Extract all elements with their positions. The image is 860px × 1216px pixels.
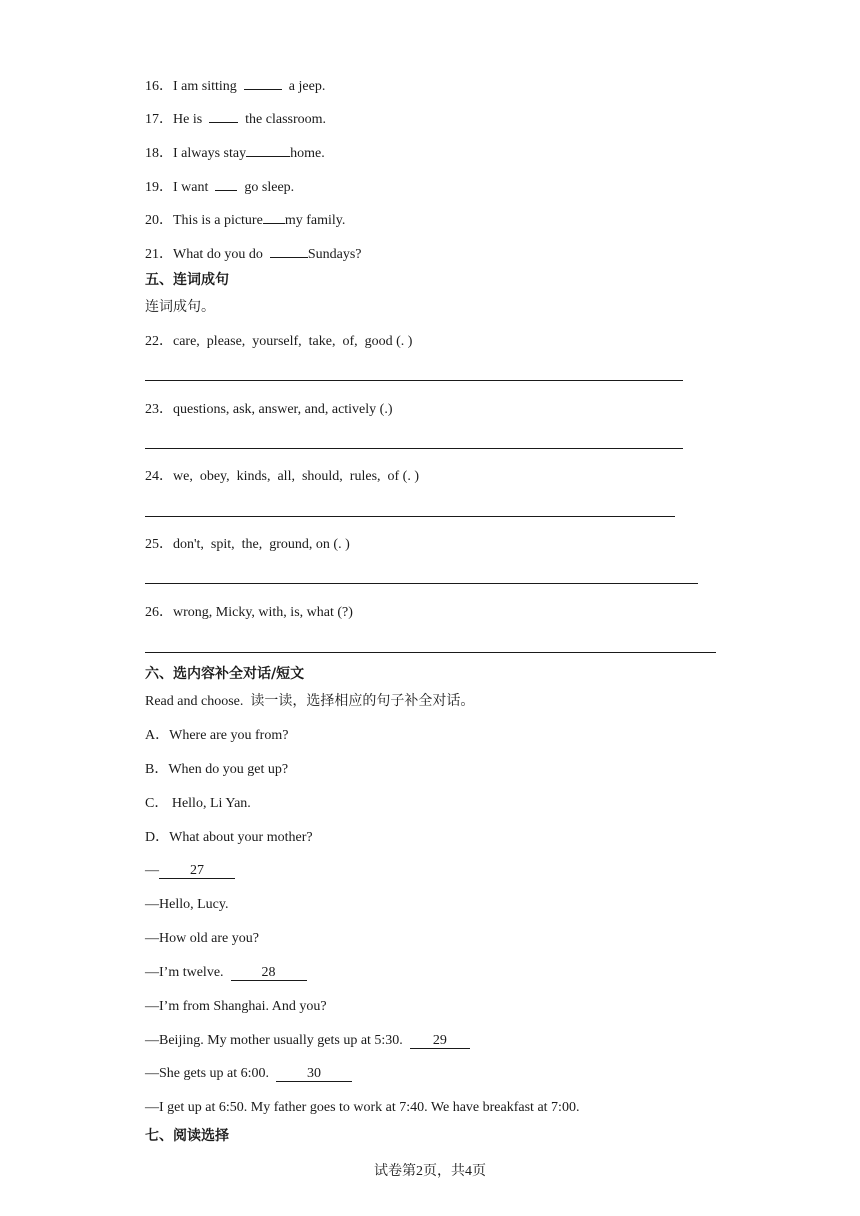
dialogue-line-1 [145,862,235,880]
question-text: Sundays? [307,247,362,262]
answer-line[interactable] [145,380,683,381]
answer-line[interactable] [145,448,683,449]
question-text: I want [173,180,209,195]
answer-blank-30[interactable]: 30 [276,1066,352,1082]
option-text: What about your mother? [169,830,313,845]
page-footer: 试卷第2页，共4页 [374,1164,486,1179]
answer-blank[interactable] [244,75,282,90]
question-text: This is a picture [173,213,263,228]
question-text: the classroom. [245,112,327,127]
question-16: 16．I am sitting a jeep. [145,75,325,96]
scrambled-words: don't, spit, the, ground, on (. ) [173,537,350,552]
question-20: 20．This is a picture my family. [145,209,345,230]
answer-blank[interactable] [209,108,238,123]
question-22: 22．care, please, yourself, take, of, good (. ) [145,334,413,349]
question-number: 26 [145,605,159,620]
question-24: 24．we, obey, kinds, all, should, rules, of (. ) [145,469,419,484]
section-instruction: Read and choose. 读一读，选择相应的句子补全对话。 [145,694,475,709]
dialogue-text: —Beijing. My mother usually gets up at 5:30. [145,1033,403,1048]
scrambled-words: we, obey, kinds, all, should, rules, of (. ) [173,469,419,484]
answer-blank[interactable] [215,176,237,191]
question-text: What do you do [173,247,263,262]
dialogue-dash: — [145,863,159,878]
question-number: 17 [145,112,159,127]
dialogue-text: —She gets up at 6:00. [145,1066,270,1081]
question-text: my family. [284,213,346,228]
answer-blank[interactable] [246,142,290,157]
question-number: 25 [145,537,159,552]
option-text: When do you get up? [168,762,289,777]
dialogue-text: —I’m twelve. [145,965,224,980]
answer-blank-28[interactable]: 28 [231,965,307,981]
option-text: Where are you from? [169,728,289,743]
dialogue-line-8: —I get up at 6:50. My father goes to work at 7:40. We have breakfast at 7:00. [145,1100,580,1115]
section-heading: 六、选内容补全对话/短文 [145,666,305,682]
question-number: 20 [145,213,159,228]
scrambled-words: care, please, yourself, take, of, good (. ) [173,334,413,349]
answer-blank[interactable] [270,243,308,258]
question-25: 25．don't, spit, the, ground, on (. ) [145,537,350,552]
question-number: 22 [145,334,159,349]
question-number: 18 [145,146,159,161]
question-number: 24 [145,469,159,484]
answer-blank-27[interactable]: 27 [159,863,235,879]
dialogue-line-7 [145,1065,352,1083]
option-letter: C [145,796,155,811]
dialogue-line-3: —How old are you? [145,931,259,946]
answer-line[interactable] [145,652,716,653]
question-text: I am sitting [173,79,237,94]
option-a: A．Where are you from? [145,728,289,743]
question-number: 16 [145,79,159,94]
question-23: 23．questions, ask, answer, and, actively (.) [145,402,393,417]
option-d: D．What about your mother? [145,830,313,845]
question-text: He is [173,112,203,127]
answer-line[interactable] [145,516,675,517]
answer-blank[interactable] [263,209,285,224]
question-18: 18．I always stay home. [145,142,325,163]
question-17: 17．He is the classroom. [145,108,326,129]
option-letter: A [145,728,156,743]
option-letter: D [145,830,156,845]
question-19: 19．I want go sleep. [145,176,294,197]
scrambled-words: wrong, Micky, with, is, what (?) [173,605,353,620]
answer-line[interactable] [145,583,698,584]
question-text: a jeep. [288,79,326,94]
section-instruction: 连词成句。 [145,300,215,315]
option-text: Hello, Li Yan. [168,796,251,811]
dialogue-line-6 [145,1032,470,1050]
question-21: 21．What do you do Sundays? [145,243,362,264]
question-26: 26．wrong, Micky, with, is, what (?) [145,605,353,620]
option-c: C． Hello, Li Yan. [145,796,251,811]
section-heading: 五、连词成句 [145,272,229,288]
dialogue-line-2: —Hello, Lucy. [145,897,229,912]
question-text: I always stay [173,146,247,161]
question-text: home. [290,146,325,161]
dialogue-line-4 [145,964,307,982]
question-number: 21 [145,247,159,262]
scrambled-words: questions, ask, answer, and, actively (.) [173,402,393,417]
question-number: 19 [145,180,159,195]
section-heading: 七、阅读选择 [145,1128,229,1144]
option-letter: B [145,762,155,777]
question-text: go sleep. [244,180,295,195]
dialogue-line-5: —I’m from Shanghai. And you? [145,999,327,1014]
answer-blank-29[interactable]: 29 [410,1033,470,1049]
question-number: 23 [145,402,159,417]
option-b: B．When do you get up? [145,762,289,777]
